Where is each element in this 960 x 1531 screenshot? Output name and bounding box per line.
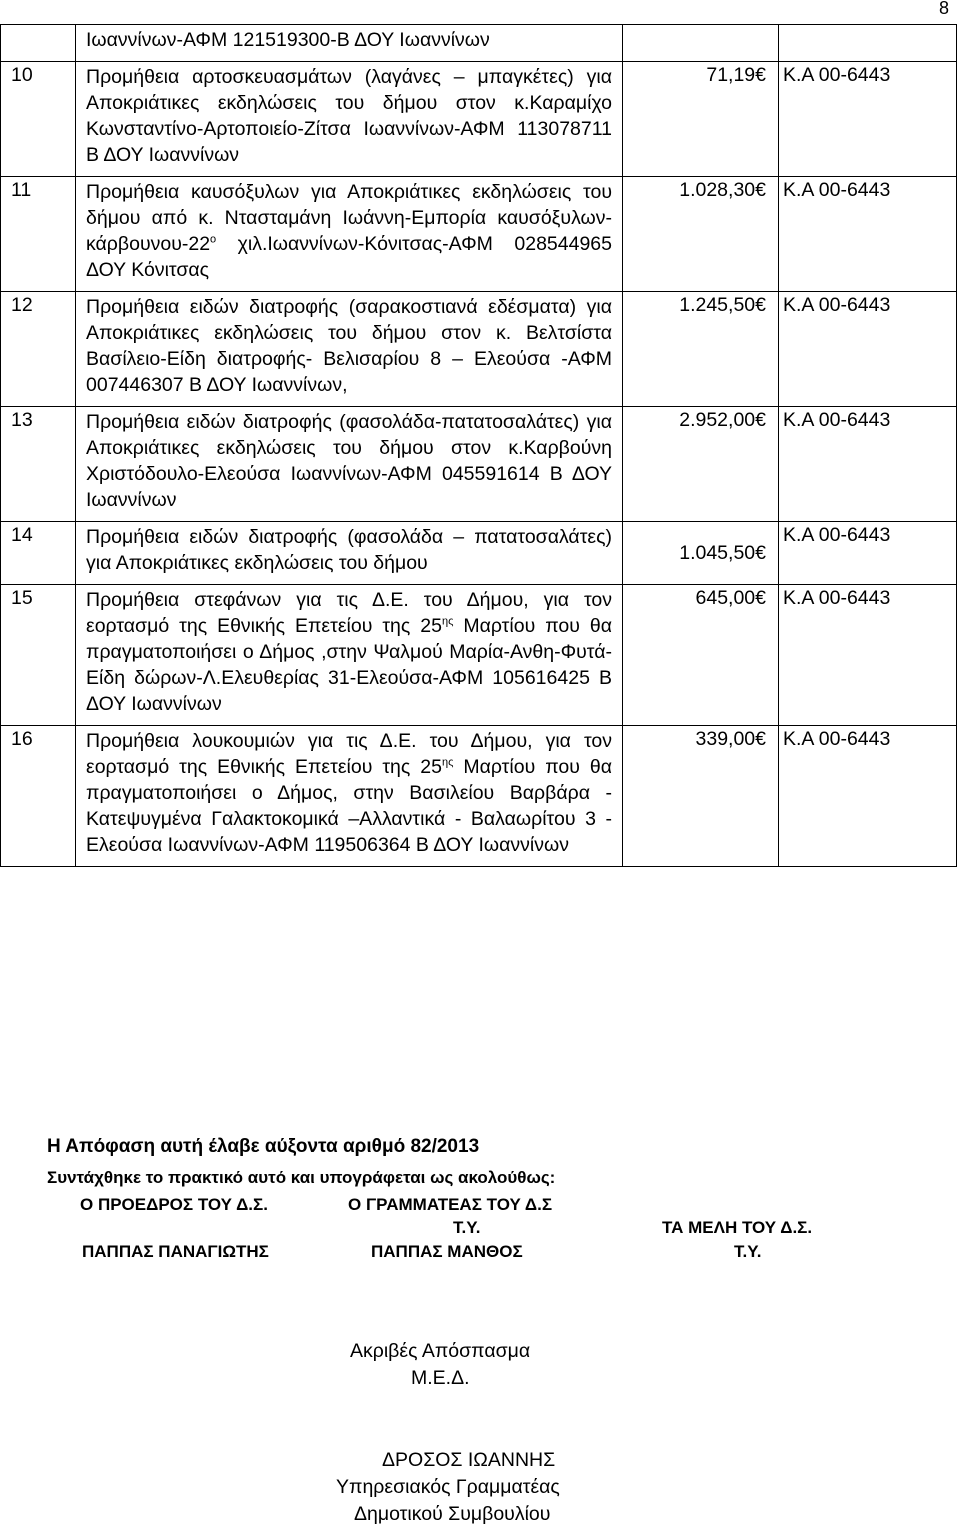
row-description: Προμήθεια ειδών διατροφής (φασολάδα – πατατοσαλάτες) για Αποκριάτικες εκδηλώσεις του δήμου (76, 522, 623, 585)
signer-role: Υπηρεσιακός Γραμματέας (336, 1476, 560, 1498)
desc-part: Προμήθεια λουκουμιών για τις Δ.Ε. του Δήμου, για τον εορτασμό της Εθνικής Επετείου της 25 (86, 730, 612, 778)
row-code: Κ.Α 00-6443 (779, 177, 957, 292)
table-row (1, 177, 957, 292)
desc-part: Μαρτίου που θα πραγματοποιήσει ο Δήμος ,στην Ψαλμού Μαρία-Ανθη-Φυτά-Είδη δώρων-Λ.Ελευθερίας 31-Ελεούσα-ΑΦΜ 105616425 Β ΔΟΥ Ιωαννίνων (86, 615, 612, 715)
decision-number: Η Απόφαση αυτή έλαβε αύξοντα αριθμό 82/2013 (47, 1136, 480, 1157)
drafted-statement: Συντάχθηκε το πρακτικό αυτό και υπογράφεται ως ακολούθως: (47, 1168, 556, 1187)
president-name: ΠΑΠΠΑΣ ΠΑΝΑΓΙΩΤΗΣ (82, 1242, 269, 1261)
expenses-table (0, 24, 957, 867)
row-amount: 1.028,30€ (623, 177, 779, 292)
row-number: 11 (1, 177, 76, 292)
table-row (1, 726, 957, 867)
row-number (1, 25, 76, 62)
superscript: ης (441, 756, 454, 769)
table-row (1, 522, 957, 585)
secretary-title-ty: Τ.Υ. (453, 1218, 481, 1237)
row-code: Κ.Α 00-6443 (779, 407, 957, 522)
row-number: 10 (1, 62, 76, 177)
page-number: 8 (939, 0, 950, 18)
secretary-title: Ο ΓΡΑΜΜΑΤΕΑΣ ΤΟΥ Δ.Σ (348, 1195, 553, 1214)
row-code (779, 25, 957, 62)
row-description (76, 177, 623, 292)
row-amount: 645,00€ (623, 585, 779, 726)
row-amount: 339,00€ (623, 726, 779, 867)
table-row (1, 25, 957, 62)
superscript: ο (210, 233, 217, 246)
desc-part: Μαρτίου που θα πραγματοποιήσει ο Δήμος, στην Βασιλείου Βαρβάρα - Κατεψυγμένα Γαλακτοκομικά –Αλλαντικά - Βαλαωρίτου 3 - Ελεούσα Ιωαννίνων-ΑΦΜ 119506364 Β ΔΟΥ Ιωαννίνων (86, 756, 612, 856)
row-code: Κ.Α 00-6443 (779, 726, 957, 867)
extract-label: Ακριβές Απόσπασμα (350, 1340, 531, 1362)
row-number: 12 (1, 292, 76, 407)
table-row (1, 292, 957, 407)
row-amount: 1.245,50€ (623, 292, 779, 407)
row-code: Κ.Α 00-6443 (779, 62, 957, 177)
desc-part: Προμήθεια καυσόξυλων για Αποκριάτικες εκδηλώσεις του δήμου από κ. Ντασταμάνη Ιωάννη-Εμπορία καυσόξυλων-κάρβουνου-22 (86, 181, 612, 255)
row-code: Κ.Α 00-6443 (779, 585, 957, 726)
table-row (1, 407, 957, 522)
row-code: Κ.Α 00-6443 (779, 292, 957, 407)
row-description: Προμήθεια ειδών διατροφής (σαρακοστιανά εδέσματα) για Αποκριάτικες εκδηλώσεις του δήμου στον κ. Βελτσίστα Βασίλειο-Είδη διατροφής- Βελισαρίου 8 – Ελεούσα -ΑΦΜ 007446307 Β ΔΟΥ Ιωαννίνων, (76, 292, 623, 407)
row-number: 13 (1, 407, 76, 522)
row-description (76, 585, 623, 726)
secretary-name: ΠΑΠΠΑΣ ΜΑΝΘΟΣ (371, 1242, 523, 1261)
row-amount (623, 25, 779, 62)
desc-part: χιλ.Ιωαννίνων-Κόνιτσας-ΑΦΜ 028544965 ΔΟΥ Κόνιτσας (86, 233, 612, 281)
table-row (1, 62, 957, 177)
row-amount: 71,19€ (623, 62, 779, 177)
members-title-ty: Τ.Υ. (734, 1242, 762, 1261)
table-row (1, 585, 957, 726)
row-amount: 2.952,00€ (623, 407, 779, 522)
row-description: Ιωαννίνων-ΑΦΜ 121519300-Β ΔΟΥ Ιωαννίνων (76, 25, 623, 62)
superscript: ης (441, 615, 454, 628)
row-description (76, 726, 623, 867)
signer-name: ΔΡΟΣΟΣ ΙΩΑΝΝΗΣ (382, 1449, 556, 1471)
row-number: 14 (1, 522, 76, 585)
members-title: ΤΑ ΜΕΛΗ ΤΟΥ Δ.Σ. (662, 1218, 813, 1237)
row-description: Προμήθεια αρτοσκευασμάτων (λαγάνες – μπαγκέτες) για Αποκριάτικες εκδηλώσεις του δήμου στον κ.Καραμίχο Κωνσταντίνο-Αρτοποιείο-Ζίτσα Ιωαννίνων-ΑΦΜ 113078711 Β ΔΟΥ Ιωαννίνων (76, 62, 623, 177)
signer-role-council: Δημοτικού Συμβουλίου (354, 1503, 551, 1525)
row-number: 15 (1, 585, 76, 726)
row-number: 16 (1, 726, 76, 867)
row-amount: 1.045,50€ (623, 522, 779, 585)
row-code: Κ.Α 00-6443 (779, 522, 957, 585)
extract-abbrev: Μ.Ε.Δ. (411, 1367, 470, 1389)
row-description: Προμήθεια ειδών διατροφής (φασολάδα-πατατοσαλάτες) για Αποκριάτικες εκδηλώσεις του δήμου στον κ.Καρβούνη Χριστόδουλο-Ελεούσα Ιωαννίνων-ΑΦΜ 045591614 Β ΔΟΥ Ιωαννίνων (76, 407, 623, 522)
desc-part: Προμήθεια στεφάνων για τις Δ.Ε. του Δήμου, για τον εορτασμό της Εθνικής Επετείου της 25 (86, 589, 612, 637)
president-title: Ο ΠΡΟΕΔΡΟΣ ΤΟΥ Δ.Σ. (80, 1195, 268, 1214)
